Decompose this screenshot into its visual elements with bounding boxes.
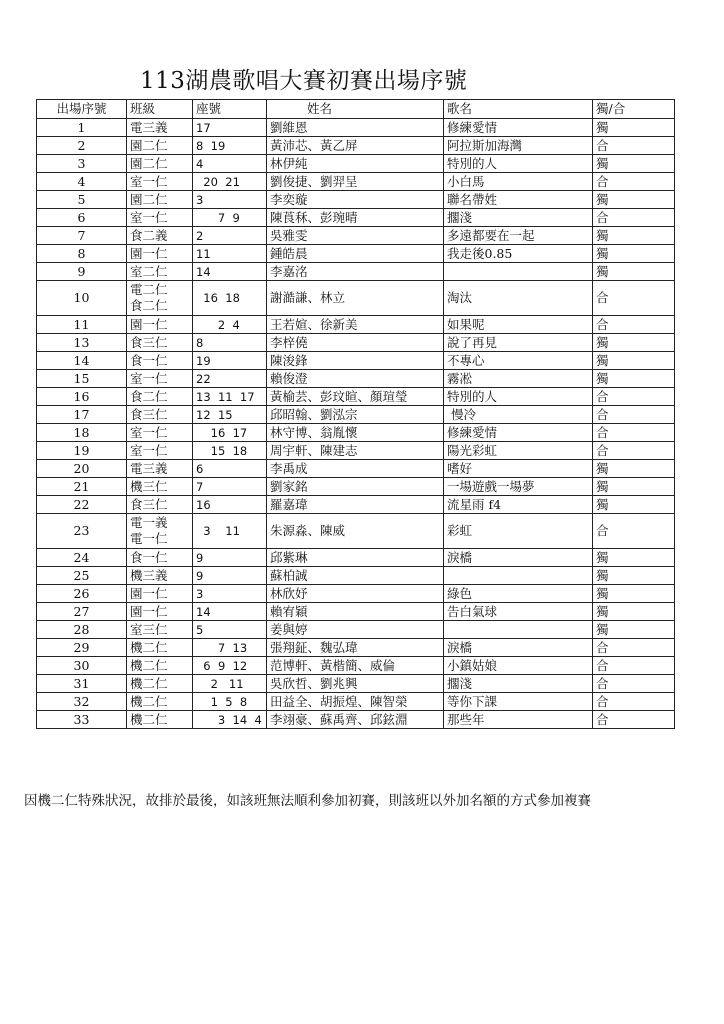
table-row [37,621,675,639]
class-line: 食二義 [130,227,168,243]
cell-type: 獨 [593,585,675,603]
class-line: 機二仁 [130,657,168,673]
class-line: 園二仁 [130,191,168,207]
table-row [37,370,675,388]
cell-song: 修練愛情 [444,424,593,442]
class-line: 電一仁 [130,531,168,546]
cell-names: 田益全、胡振煌、陳智榮 [267,693,444,711]
class-line: 室一仁 [130,209,168,225]
cell-seat: 8 [193,334,267,352]
cell-seat: 2 [193,227,267,245]
cell-names: 劉家銘 [267,478,444,496]
cell-song: 不專心 [444,352,593,370]
cell-song: 淘汰 [444,281,593,316]
cell-names: 陳莨秝、彭琬晴 [267,209,444,227]
cell-seat: 3 14 4 [193,711,267,729]
cell-seat: 8 19 [193,137,267,155]
cell-seat: 2 11 [193,675,267,693]
cell-seat: 3 [193,585,267,603]
cell-song: 擱淺 [444,209,593,227]
cell-order: 23 [37,514,127,549]
cell-order: 10 [37,281,127,316]
cell-order: 32 [37,693,127,711]
cell-song: 綠色 [444,585,593,603]
footnote: 因機二仁特殊狀況，故排於最後，如該班無法順利參加初賽，則該班以外加名額的方式參加複賽 [24,793,591,809]
cell-song: 我走後0.85 [444,245,593,263]
cell-song: 彩虹 [444,514,593,549]
cell-order: 22 [37,496,127,514]
class-line: 食一仁 [130,352,168,368]
cell-type: 獨 [593,119,675,137]
header-type: 獨/合 [593,100,675,119]
cell-order: 14 [37,352,127,370]
header-seat: 座號 [193,100,267,119]
class-line: 機三義 [130,567,168,583]
cell-names: 林欣妤 [267,585,444,603]
header-name: 姓名 [267,100,444,119]
header-order: 出場序號 [37,100,127,119]
cell-type: 獨 [593,621,675,639]
cell-class [127,370,193,388]
cell-order: 19 [37,442,127,460]
cell-seat: 22 [193,370,267,388]
class-line: 室一仁 [130,442,168,458]
cell-song: 一場遊戲一場夢 [444,478,593,496]
class-line: 食三仁 [130,334,168,350]
class-line: 機二仁 [130,675,168,691]
cell-class [127,442,193,460]
cell-type: 獨 [593,460,675,478]
table-row [37,603,675,621]
cell-order: 24 [37,549,127,567]
cell-class [127,567,193,585]
cell-order: 6 [37,209,127,227]
table-row [37,442,675,460]
cell-song: 說了再見 [444,334,593,352]
cell-order: 30 [37,657,127,675]
cell-class [127,585,193,603]
cell-order: 13 [37,334,127,352]
cell-class [127,675,193,693]
cell-order: 21 [37,478,127,496]
cell-order: 33 [37,711,127,729]
cell-type: 獨 [593,603,675,621]
table-row [37,209,675,227]
cell-type: 合 [593,406,675,424]
cell-class [127,245,193,263]
cell-seat: 14 [193,603,267,621]
cell-song: 霧凇 [444,370,593,388]
cell-song: 淚橋 [444,549,593,567]
cell-type: 獨 [593,478,675,496]
cell-class [127,119,193,137]
header-class: 班級 [127,100,193,119]
table-row [37,119,675,137]
cell-class [127,621,193,639]
cell-order: 7 [37,227,127,245]
cell-type: 合 [593,281,675,316]
cell-seat: 16 18 [193,281,267,316]
cell-type: 合 [593,442,675,460]
cell-order: 31 [37,675,127,693]
cell-names: 林伊純 [267,155,444,173]
cell-order: 8 [37,245,127,263]
table-row [37,227,675,245]
cell-class [127,155,193,173]
cell-names: 邱紫琳 [267,549,444,567]
table-row [37,352,675,370]
table-row [37,585,675,603]
cell-song: 小白馬 [444,173,593,191]
cell-class [127,478,193,496]
cell-song: 阿拉斯加海灣 [444,137,593,155]
cell-seat: 16 17 [193,424,267,442]
cell-seat: 15 18 [193,442,267,460]
cell-seat: 7 9 [193,209,267,227]
cell-class [127,657,193,675]
class-line: 園二仁 [130,137,168,153]
cell-class [127,281,193,316]
cell-names: 吳雅雯 [267,227,444,245]
cell-names: 吳欣哲、劉兆興 [267,675,444,693]
cell-class [127,693,193,711]
table-row [37,245,675,263]
table-header-row [37,100,675,119]
class-line: 機二仁 [130,639,168,655]
cell-order: 15 [37,370,127,388]
class-line: 電三義 [130,460,168,476]
table-row [37,281,675,316]
cell-seat: 1 5 8 [193,693,267,711]
cell-type: 合 [593,209,675,227]
cell-type: 合 [593,693,675,711]
header-song: 歌名 [444,100,593,119]
cell-names: 李奕璇 [267,191,444,209]
cell-names: 王若媗、徐新美 [267,316,444,334]
cell-class [127,514,193,549]
cell-type: 合 [593,173,675,191]
cell-names: 鍾皓晨 [267,245,444,263]
cell-names: 李梓僥 [267,334,444,352]
table-row [37,263,675,281]
cell-class [127,496,193,514]
cell-order: 28 [37,621,127,639]
class-line: 室一仁 [130,370,168,386]
class-line: 室二仁 [130,263,168,279]
class-line: 食一仁 [130,549,168,565]
class-line: 室一仁 [130,424,168,440]
class-line: 園一仁 [130,316,168,332]
cell-class [127,334,193,352]
cell-class [127,424,193,442]
table-row [37,173,675,191]
cell-names: 羅嘉瑋 [267,496,444,514]
table-row [37,496,675,514]
table-row [37,514,675,549]
class-line: 電一義 [130,515,168,530]
cell-song: 聯名帶姓 [444,191,593,209]
cell-song: 小鎮姑娘 [444,657,593,675]
table-row [37,137,675,155]
cell-class [127,316,193,334]
cell-seat: 9 [193,549,267,567]
cell-song: 特別的人 [444,155,593,173]
cell-names: 蘇柏誠 [267,567,444,585]
cell-names: 劉俊捷、劉羿呈 [267,173,444,191]
cell-class [127,191,193,209]
cell-type: 獨 [593,549,675,567]
cell-class [127,639,193,657]
table-row [37,657,675,675]
cell-names: 黃沛芯、黃乙屏 [267,137,444,155]
cell-seat: 9 [193,567,267,585]
cell-type: 合 [593,137,675,155]
cell-names: 賴宥穎 [267,603,444,621]
cell-order: 18 [37,424,127,442]
cell-seat: 17 [193,119,267,137]
cell-order: 3 [37,155,127,173]
cell-song: 擱淺 [444,675,593,693]
cell-order: 26 [37,585,127,603]
cell-type: 獨 [593,352,675,370]
class-line: 食二仁 [130,298,168,313]
cell-song: 陽光彩虹 [444,442,593,460]
cell-seat: 3 11 [193,514,267,549]
table-row [37,334,675,352]
table-row [37,549,675,567]
cell-order: 11 [37,316,127,334]
page-title: 113湖農歌唱大賽初賽出場序號 [140,68,468,94]
cell-names: 謝澔謙、林立 [267,281,444,316]
cell-seat: 20 21 [193,173,267,191]
cell-type: 獨 [593,567,675,585]
cell-type: 獨 [593,263,675,281]
cell-class [127,227,193,245]
cell-song [444,621,593,639]
cell-order: 17 [37,406,127,424]
roster-body [37,119,675,729]
cell-song: 等你下課 [444,693,593,711]
cell-class [127,209,193,227]
cell-song [444,263,593,281]
cell-order: 16 [37,388,127,406]
cell-seat: 6 [193,460,267,478]
cell-song: 如果呢 [444,316,593,334]
cell-class [127,711,193,729]
class-line: 食二仁 [130,388,168,404]
class-line: 食三仁 [130,496,168,512]
cell-seat: 3 [193,191,267,209]
cell-type: 獨 [593,191,675,209]
cell-seat: 11 [193,245,267,263]
cell-seat: 14 [193,263,267,281]
table-row [37,711,675,729]
class-line: 室三仁 [130,621,168,637]
table-row [37,316,675,334]
cell-song: 告白氣球 [444,603,593,621]
cell-names: 陳浚鋒 [267,352,444,370]
table-row [37,155,675,173]
class-line: 電二仁 [130,282,168,297]
cell-song: 嗜好 [444,460,593,478]
cell-seat: 7 13 [193,639,267,657]
cell-names: 黃榆芸、彭玟暄、顏瑄瑩 [267,388,444,406]
cell-type: 獨 [593,227,675,245]
cell-type: 合 [593,675,675,693]
cell-order: 25 [37,567,127,585]
cell-song [444,567,593,585]
class-line: 機二仁 [130,693,168,709]
cell-class [127,263,193,281]
cell-seat: 5 [193,621,267,639]
table-row [37,460,675,478]
cell-class [127,460,193,478]
cell-names: 范博軒、黃楷簡、威倫 [267,657,444,675]
cell-seat: 6 9 12 [193,657,267,675]
class-line: 電三義 [130,119,168,135]
cell-order: 4 [37,173,127,191]
cell-seat: 2 4 [193,316,267,334]
cell-type: 獨 [593,496,675,514]
cell-type: 獨 [593,334,675,352]
cell-class [127,603,193,621]
cell-seat: 7 [193,478,267,496]
class-line: 機二仁 [130,711,168,727]
cell-song: 淚橋 [444,639,593,657]
table-row [37,406,675,424]
cell-song: 修練愛情 [444,119,593,137]
table-row [37,191,675,209]
cell-names: 李翊豪、蘇禹齊、邱鉉淵 [267,711,444,729]
class-line: 園一仁 [130,603,168,619]
cell-seat: 16 [193,496,267,514]
cell-seat: 13 11 17 [193,388,267,406]
cell-type: 合 [593,711,675,729]
cell-type: 獨 [593,155,675,173]
cell-order: 1 [37,119,127,137]
cell-seat: 19 [193,352,267,370]
cell-type: 合 [593,657,675,675]
cell-song: 那些年 [444,711,593,729]
cell-names: 李嘉洺 [267,263,444,281]
cell-names: 劉維恩 [267,119,444,137]
cell-type: 合 [593,316,675,334]
cell-names: 朱源淼、陳威 [267,514,444,549]
cell-type: 獨 [593,370,675,388]
cell-class [127,352,193,370]
cell-names: 林守博、翁胤懷 [267,424,444,442]
table-row [37,639,675,657]
cell-type: 合 [593,639,675,657]
cell-order: 2 [37,137,127,155]
cell-seat: 12 15 [193,406,267,424]
cell-order: 5 [37,191,127,209]
cell-type: 合 [593,424,675,442]
class-line: 室一仁 [130,173,168,189]
cell-song: 特別的人 [444,388,593,406]
cell-class [127,549,193,567]
cell-song: 多遠都要在一起 [444,227,593,245]
cell-names: 賴俊澄 [267,370,444,388]
cell-names: 周宇軒、陳建志 [267,442,444,460]
cell-names: 李禹成 [267,460,444,478]
cell-type: 合 [593,388,675,406]
table-row [37,693,675,711]
cell-song: 流星雨 f4 [444,496,593,514]
cell-order: 9 [37,263,127,281]
cell-type: 合 [593,514,675,549]
cell-order: 29 [37,639,127,657]
table-row [37,478,675,496]
roster-table [36,99,675,729]
cell-type: 獨 [593,245,675,263]
class-line: 園一仁 [130,585,168,601]
cell-song: 慢冷 [444,406,593,424]
cell-order: 20 [37,460,127,478]
table-row [37,567,675,585]
cell-names: 姜與婷 [267,621,444,639]
cell-class [127,173,193,191]
cell-seat: 4 [193,155,267,173]
table-row [37,675,675,693]
cell-class [127,388,193,406]
cell-class [127,406,193,424]
cell-class [127,137,193,155]
table-row [37,424,675,442]
class-line: 園一仁 [130,245,168,261]
class-line: 食三仁 [130,406,168,422]
table-row [37,388,675,406]
cell-names: 張翔鉦、魏弘瑋 [267,639,444,657]
class-line: 園二仁 [130,155,168,171]
class-line: 機三仁 [130,478,168,494]
cell-names: 邱昭翰、劉泓宗 [267,406,444,424]
cell-order: 27 [37,603,127,621]
